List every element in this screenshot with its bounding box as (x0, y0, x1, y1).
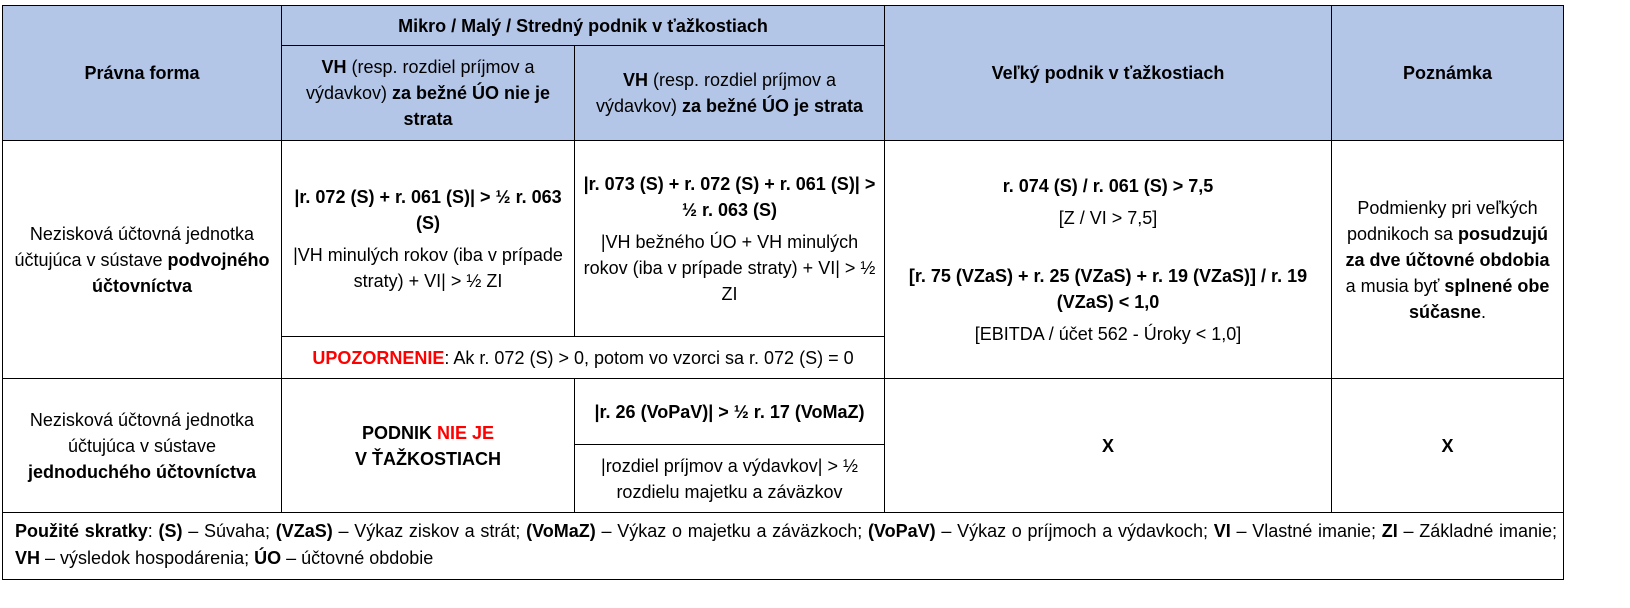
legend-segment: ZI (1381, 521, 1398, 541)
legend-segment: : (147, 521, 159, 541)
legend-segment: Použité skratky (15, 521, 148, 541)
legend-segment: – výsledok hospodárenia; (40, 548, 255, 568)
criteria-table (2, 5, 1564, 580)
header-mikro-maly-stredny: Mikro / Malý / Stredný podnik v ťažkostiach (282, 6, 885, 46)
legend-segment: (VZaS) (275, 521, 333, 541)
row-podvojne-poznamka: Podmienky pri veľkých podnikoch sa posudzujú za dve účtovné obdobia a musia byť splnené obe súčasne. (1332, 141, 1564, 379)
row-podvojne-je-strata (575, 141, 885, 337)
row-jednoduche-velky: X (885, 379, 1332, 513)
row-podvojne-velky (885, 141, 1332, 379)
formula-r26-vopav: |r. 26 (VoPaV)| > ½ r. 17 (VoMaZ) (575, 379, 885, 445)
formula-r074-explanation: [Z / VI > 7,5] (1058, 207, 1158, 228)
header-vh-je-strata: VH (resp. rozdiel príjmov a výdavkov) za bežné ÚO je strata (575, 46, 885, 141)
legend-segment: – Vlastné imanie; (1230, 521, 1382, 541)
legend-segment: ÚO (254, 548, 282, 568)
legend-segment: – Výkaz o majetku a záväzkoch; (595, 521, 868, 541)
header-vh-nie-je-strata: VH (resp. rozdiel príjmov a výdavkov) za bežné ÚO nie je strata (282, 46, 575, 141)
header-poznamka: Poznámka (1332, 6, 1564, 141)
header-pravna-forma: Právna forma (3, 6, 282, 141)
formula-r26-explanation: |rozdiel príjmov a výdavkov| > ½ rozdielu majetku a záväzkov (575, 445, 885, 513)
legend-segment: – Súvaha; (182, 521, 276, 541)
upozornenie-warning: UPOZORNENIE: Ak r. 072 (S) > 0, potom vo vzorci sa r. 072 (S) = 0 (282, 337, 885, 379)
legend-segment: (VoPaV) (867, 521, 936, 541)
criteria-table-wrapper (2, 5, 1564, 580)
formula-r073-explanation: |VH bežného ÚO + VH minulých rokov (iba v prípade straty) + VI| > ½ ZI (583, 231, 876, 304)
legend-segment: VI (1213, 521, 1231, 541)
header-velky-podnik: Veľký podnik v ťažkostiach (885, 6, 1332, 141)
legend-segment: – účtovné obdobie (281, 548, 434, 568)
legend-segment: (S) (158, 521, 183, 541)
legend-segment: – Základné imanie; (1397, 521, 1557, 541)
abbreviations-legend (3, 513, 1564, 580)
legend-segment: – Výkaz ziskov a strát; (332, 521, 527, 541)
row-jednoduche-poznamka: X (1332, 379, 1564, 513)
formula-ebitda: [r. 75 (VZaS) + r. 25 (VZaS) + r. 19 (VZaS)] / r. 19 (VZaS) < 1,0 (908, 265, 1308, 312)
legend-segment: – Výkaz o príjmoch a výdavkoch; (935, 521, 1214, 541)
podnik-nie-je-v-tazkostiach: PODNIK NIE JE V ŤAŽKOSTIACH (282, 379, 575, 513)
formula-ebitda-explanation: [EBITDA / účet 562 - Úroky < 1,0] (974, 323, 1242, 344)
formula-r073: |r. 073 (S) + r. 072 (S) + r. 061 (S)| > ½ r. 063 (S) (583, 173, 876, 220)
formula-r072-explanation: |VH minulých rokov (iba v prípade straty) + VI| > ½ ZI (293, 244, 563, 291)
legend-segment: VH (15, 548, 41, 568)
row-podvojne-label: Nezisková účtovná jednotka účtujúca v sústave podvojného účtovníctva (3, 141, 282, 379)
formula-r074: r. 074 (S) / r. 061 (S) > 7,5 (1002, 175, 1214, 196)
legend-segment: (VoMaZ) (526, 521, 596, 541)
row-podvojne-nie-je-strata (282, 141, 575, 337)
upozornenie-label: UPOZORNENIE (312, 347, 445, 368)
row-jednoduche-label: Nezisková účtovná jednotka účtujúca v sústave jednoduchého účtovníctva (3, 379, 282, 513)
formula-r072: |r. 072 (S) + r. 061 (S)| > ½ r. 063 (S) (294, 186, 562, 233)
